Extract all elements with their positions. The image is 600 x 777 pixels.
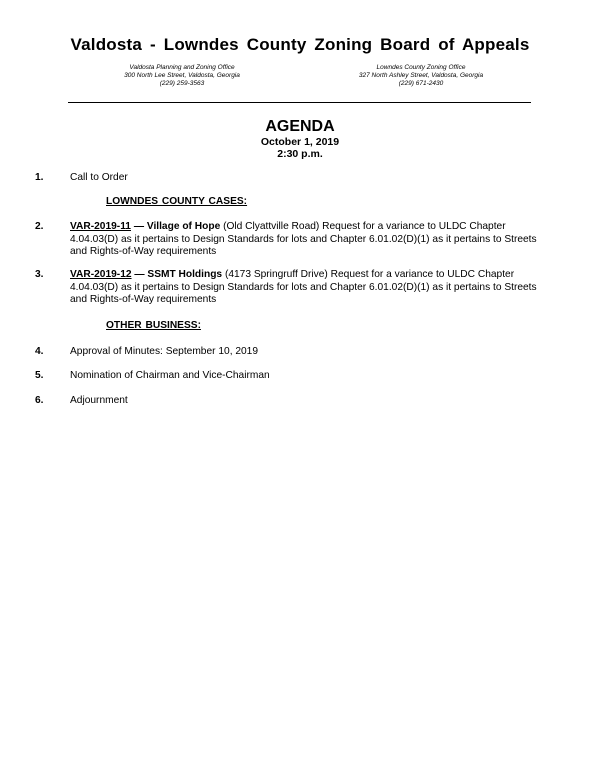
case-name: — Village of Hope (130, 221, 221, 232)
lowndes-office-phone: (229) 671-2430 (398, 80, 444, 87)
item-number: 2. (35, 221, 44, 232)
item-text: Call to Order (70, 172, 128, 183)
item-text: Nomination of Chairman and Vice-Chairman (70, 370, 270, 381)
item-text (70, 221, 540, 259)
lowndes-office-name: Lowndes County Zoning Office (376, 64, 466, 71)
valdosta-office-phone: (229) 259-3563 (159, 80, 205, 87)
lowndes-office-address: 327 North Ashley Street, Valdosta, Georgia (358, 72, 484, 79)
case-detail: (4173 Springruff Drive) Request for a variance to ULDC Chapter 4.04.03(D) as it pertains to Design Standards for lots and Chapter 6.01.02(D)(1) as it pertains to Streets and Rights-of-Way requirements (70, 269, 537, 306)
lowndes-office-block (311, 64, 531, 88)
agenda-title: AGENDA (265, 118, 335, 135)
case-id: VAR-2019-11 (70, 221, 131, 232)
item-number: 1. (35, 172, 44, 183)
agenda-time: 2:30 p.m. (277, 148, 323, 160)
item-text (70, 269, 540, 307)
lowndes-county-cases-heading: LOWNDES COUNTY CASES: (106, 196, 248, 207)
case-name: — SSMT Holdings (131, 269, 223, 280)
board-title: Valdosta - Lowndes County Zoning Board of Appeals (70, 35, 530, 54)
header-divider (68, 102, 531, 103)
case-id: VAR-2019-12 (70, 269, 132, 280)
item-number: 6. (35, 395, 44, 406)
item-number: 5. (35, 370, 44, 381)
case-detail: (Old Clyattville Road) Request for a variance to ULDC Chapter 4.04.03(D) as it pertains to Design Standards for lots and Chapter 6.01.02(D)(1) as it pertains to Streets and Rights-of-Way requirements (70, 221, 537, 258)
item-number: 3. (35, 269, 44, 280)
item-text: Adjournment (70, 395, 128, 406)
item-number: 4. (35, 346, 44, 357)
valdosta-office-name: Valdosta Planning and Zoning Office (129, 64, 235, 71)
agenda-date: October 1, 2019 (260, 136, 340, 148)
valdosta-office-block (72, 64, 292, 88)
item-text: Approval of Minutes: September 10, 2019 (70, 346, 259, 357)
other-business-heading: OTHER BUSINESS: (106, 320, 201, 331)
agenda-heading (0, 118, 600, 160)
valdosta-office-address: 300 North Lee Street, Valdosta, Georgia (124, 72, 240, 79)
